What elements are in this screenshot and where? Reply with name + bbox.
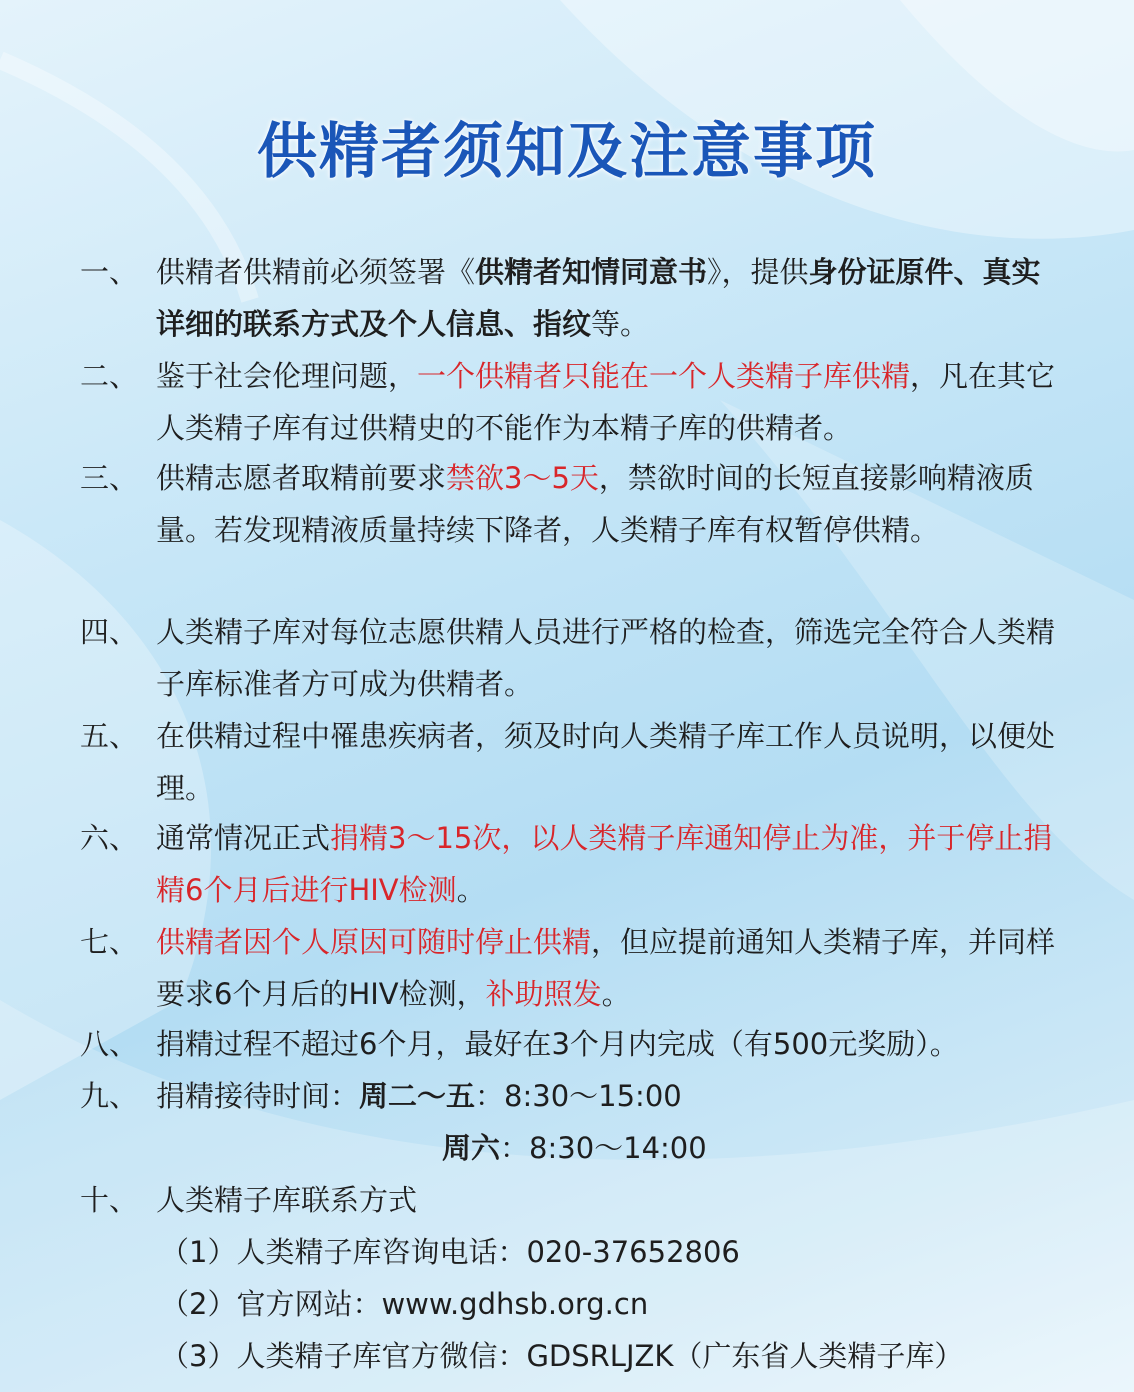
contact-wechat: （3）人类精子库官方微信：GDSRLJZK（广东省人类精子库）	[160, 1339, 964, 1373]
item-number: 八、	[80, 1027, 139, 1061]
reception-hours-weekday: 捐精接待时间：周二～五：8:30～15:00	[156, 1079, 682, 1113]
item-number: 五、	[80, 719, 139, 753]
item-number: 十、	[80, 1183, 139, 1217]
item-text: 通常情况正式捐精3～15次，以人类精子库通知停止为准，并于停止捐精6个月后进行HIV检测。	[156, 821, 1053, 907]
page-title: 供精者须知及注意事项	[257, 117, 877, 187]
item-number: 九、	[80, 1079, 139, 1113]
item-number: 一、	[80, 255, 139, 289]
contact-website: （2）官方网站：www.gdhsb.org.cn	[160, 1287, 649, 1321]
item-text: 鉴于社会伦理问题，一个供精者只能在一个人类精子库供精，凡在其它人类精子库有过供精史的不能作为本精子库的供精者。	[156, 359, 1056, 445]
item-text: 供精者因个人原因可随时停止供精，但应提前通知人类精子库，并同样要求6个月后的HIV检测，补助照发。	[156, 925, 1056, 1011]
reception-hours-saturday: 周六：8:30～14:00	[442, 1131, 707, 1165]
item-text: 供精志愿者取精前要求禁欲3～5天，禁欲时间的长短直接影响精液质量。若发现精液质量持续下降者，人类精子库有权暂停供精。	[156, 461, 1034, 547]
item-number: 六、	[80, 821, 139, 855]
item-text: 供精者供精前必须签署《供精者知情同意书》，提供身份证原件、真实详细的联系方式及个人信息、指纹等。	[156, 255, 1041, 341]
item-text: 在供精过程中罹患疾病者，须及时向人类精子库工作人员说明，以便处理。	[156, 719, 1056, 805]
item-text: 人类精子库对每位志愿供精人员进行严格的检查，筛选完全符合人类精子库标准者方可成为供精者。	[156, 615, 1056, 701]
item-text: 捐精过程不超过6个月，最好在3个月内完成（有500元奖励）。	[156, 1027, 959, 1061]
contact-phone: （1）人类精子库咨询电话：020-37652806	[160, 1235, 740, 1269]
item-number: 二、	[80, 359, 139, 393]
item-number: 四、	[80, 615, 139, 649]
item-text: 人类精子库联系方式	[156, 1183, 418, 1217]
item-number: 三、	[80, 461, 139, 495]
item-number: 七、	[80, 925, 139, 959]
